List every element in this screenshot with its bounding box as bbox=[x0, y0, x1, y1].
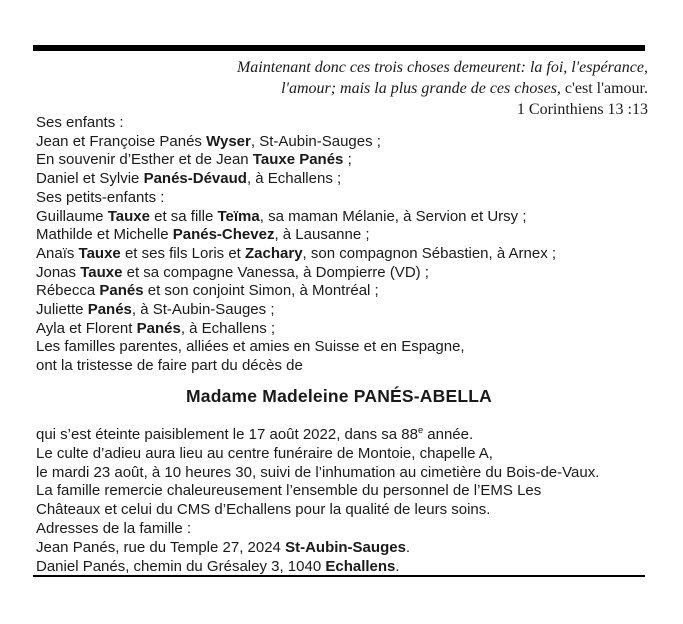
text-line: Guillaume Tauxe et sa fille Teïma, sa maman Mélanie, à Servion et Ursy ; bbox=[36, 207, 527, 225]
text-line: Ayla et Florent Panés, à Echallens ; bbox=[36, 319, 276, 337]
text-line: Maintenant donc ces trois choses demeurent: la foi, l'espérance, bbox=[236, 59, 648, 76]
text-line: Daniel et Sylvie Panés-Dévaud, à Echallens ; bbox=[36, 170, 342, 188]
text-line: 1 Corinthiens 13 :13 bbox=[516, 101, 648, 118]
text-line: Ses petits-enfants : bbox=[36, 188, 165, 206]
text-line: Daniel Panés, chemin du Grésaley 3, 1040 Echallens. bbox=[36, 557, 400, 575]
text-line: Le culte d’adieu aura lieu au centre funéraire de Montoie, chapelle A, bbox=[36, 444, 493, 462]
bottom-rule-divider bbox=[33, 575, 645, 577]
family-list bbox=[36, 114, 651, 376]
top-rule-divider bbox=[33, 45, 645, 51]
text-line: Rébecca Panés et son conjoint Simon, à Montréal ; bbox=[36, 282, 379, 300]
text-line: qui s’est éteinte paisiblement le 17 août 2022, dans sa 88e année. bbox=[36, 425, 474, 443]
text-line: ont la tristesse de faire part du décès de bbox=[36, 357, 303, 375]
text-line: Mathilde et Michelle Panés-Chevez, à Lausanne ; bbox=[36, 226, 370, 244]
funeral-details bbox=[36, 426, 651, 576]
text-line: Châteaux et celui du CMS d’Echallens pour la qualité de leurs soins. bbox=[36, 501, 491, 519]
text-line: le mardi 23 août, à 10 heures 30, suivi de l’inhumation au cimetière du Bois-de-Vaux. bbox=[36, 463, 600, 481]
text-line: Anaïs Tauxe et ses fils Loris et Zachary, son compagnon Sébastien, à Arnex ; bbox=[36, 244, 557, 262]
text-line: l'amour; mais la plus grande de ces choses, c'est l'amour. bbox=[281, 80, 648, 97]
text-line: Jean et Françoise Panés Wyser, St-Aubin-Sauges ; bbox=[36, 132, 381, 150]
text-line: Jean Panés, rue du Temple 27, 2024 St-Aubin-Sauges. bbox=[36, 538, 411, 556]
text-line: En souvenir d’Esther et de Jean Tauxe Panés ; bbox=[36, 151, 352, 169]
bible-quote bbox=[88, 57, 648, 120]
text-line: Juliette Panés, à St-Aubin-Sauges ; bbox=[36, 301, 275, 319]
text-line: Adresses de la famille : bbox=[36, 519, 192, 537]
text-line: Jonas Tauxe et sa compagne Vanessa, à Dompierre (VD) ; bbox=[36, 263, 429, 281]
text-line: La famille remercie chaleureusement l’ensemble du personnel de l’EMS Les bbox=[36, 482, 542, 500]
text-line: Les familles parentes, alliées et amies en Suisse et en Espagne, bbox=[36, 338, 465, 356]
deceased-name: Madame Madeleine PANÉS-ABELLA bbox=[186, 386, 492, 406]
text-line: Ses enfants : bbox=[36, 114, 124, 131]
